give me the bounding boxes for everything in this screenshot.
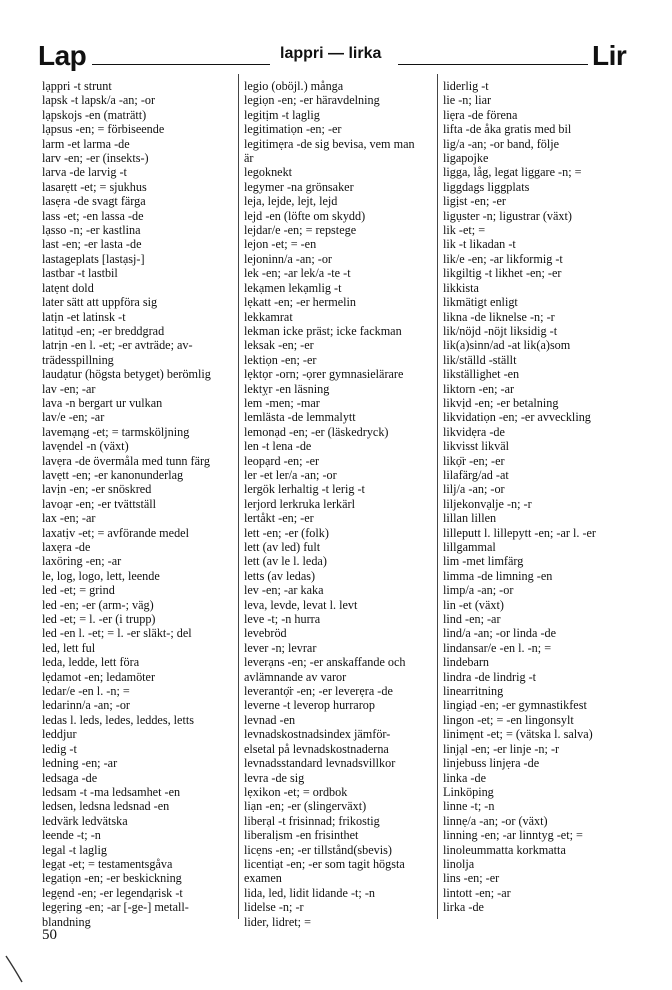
- dictionary-entry-line: lindebarn: [443, 655, 490, 670]
- dictionary-entry-line: linne -t; -n: [443, 799, 495, 814]
- dictionary-entry-line: ledvärk ledvätska: [42, 813, 128, 828]
- pen-mark: [0, 950, 40, 990]
- dictionary-entry-line: lẹkatt -en; -er hermelin: [244, 295, 357, 310]
- dictionary-entry-line: levnadsstandard levnadsvillkor: [244, 756, 396, 771]
- dictionary-entry-line: likställighet -en: [443, 367, 520, 382]
- dictionary-entry-line: likvịd -en; -er betalning: [443, 395, 559, 410]
- dictionary-entry-line: levra -de sig: [244, 770, 305, 785]
- header-rule-left: [92, 64, 270, 65]
- dictionary-entry-line: lind -en; -ar: [443, 612, 501, 627]
- dictionary-entry-line: lavoạr -en; -er tvättställ: [42, 496, 157, 511]
- dictionary-entry-line: latẹnt dold: [42, 280, 94, 295]
- dictionary-entry-line: lim -met limfärg: [443, 554, 524, 569]
- dictionary-entry-line: licẹns -en; -er tillstånd(sbevis): [244, 842, 392, 857]
- dictionary-entry-line: legạt -et; = testamentsgåva: [42, 856, 173, 871]
- dictionary-entry-line: letts (av ledas): [244, 568, 316, 583]
- dictionary-entry-line: leverne -t leverop hurrarop: [244, 698, 375, 713]
- dictionary-entry-line: lerjord lerkruka lerkärl: [244, 496, 355, 511]
- dictionary-entry-line: lejon -et; = -en: [244, 237, 317, 252]
- dictionary-entry-line: legitimẹra -de sig bevisa, vem man: [244, 136, 415, 151]
- column-divider: [437, 74, 438, 919]
- dictionary-entry-line: likna -de liknelse -n; -r: [443, 309, 555, 324]
- dictionary-entry-line: lindansar/e -en l. -n; =: [443, 640, 552, 655]
- dictionary-entry-line: lavemạng -et; = tarmsköljning: [42, 424, 190, 439]
- dictionary-entry-line: likọ̈r -en; -er: [443, 453, 505, 468]
- header-last-guide-word: Lir: [592, 40, 627, 71]
- dictionary-entry-line: led -en l. -et; = l. -er släkt-; del: [42, 626, 192, 641]
- dictionary-entry-line: limp/a -an; -or: [443, 583, 514, 598]
- dictionary-entry-line: legoknekt: [244, 165, 293, 180]
- dictionary-entry-line: lax -en; -ar: [42, 511, 96, 526]
- dictionary-entry-line: lind/a -an; -or linda -de: [443, 626, 557, 641]
- dictionary-entry-line: larv -en; -er (insekts-): [42, 151, 149, 166]
- dictionary-entry-line: lava -n bergart ur vulkan: [42, 395, 163, 410]
- dictionary-entry-line: linearritning: [443, 684, 504, 699]
- dictionary-entry-line: lik -t likadan -t: [443, 237, 516, 252]
- dictionary-entry-line: leverạns -en; -er anskaffande och: [244, 655, 406, 670]
- dictionary-entry-line: lintott -en; -ar: [443, 885, 511, 900]
- dictionary-entry-line: led -en; -er (arm-; väg): [42, 597, 154, 612]
- dictionary-entry-line: laudạtur (högsta betyget) berömlig: [42, 367, 211, 382]
- dictionary-entry-line: lass -et; -en lassa -de: [42, 208, 144, 223]
- dictionary-entry-line: lekạmen lekạmlig -t: [244, 280, 342, 295]
- dictionary-entry-line: lek -en; -ar lek/a -te -t: [244, 266, 351, 281]
- dictionary-entry-line: lạsso -n; -er kastlina: [42, 223, 141, 238]
- dictionary-entry-line: trädesspillning: [42, 352, 114, 367]
- dictionary-entry-line: legitịm -t laglig: [244, 107, 320, 122]
- dictionary-entry-line: lekkamrat: [244, 309, 293, 324]
- dictionary-entry-line: legẹring -en; -ar [-ge-] metall-: [42, 900, 189, 915]
- header-title: lappri — lirka: [280, 45, 382, 62]
- dictionary-entry-line: latịn -et latinsk -t: [42, 309, 126, 324]
- dictionary-entry-line: lik/e -en; -ar likformig -t: [443, 251, 563, 266]
- dictionary-entry-line: legiọn -en; -er häravdelning: [244, 93, 380, 108]
- dictionary-entry-line: legatiọn -en; -er beskickning: [42, 871, 182, 886]
- dictionary-entry-line: examen: [244, 871, 282, 886]
- dictionary-entry-line: lavẹndel -n (växt): [42, 439, 129, 454]
- dictionary-entry-line: lingiạd -en; -er gymnastikfest: [443, 698, 587, 713]
- dictionary-entry-line: ledsen, ledsna ledsnad -en: [42, 799, 170, 814]
- dictionary-entry-line: linnẹ/a -an; -or (växt): [443, 813, 548, 828]
- dictionary-entry-line: lins -en; -er: [443, 871, 500, 886]
- dictionary-entry-line: likmätigt enligt: [443, 295, 518, 310]
- dictionary-entry-line: likkista: [443, 280, 479, 295]
- dictionary-entry-line: laxẹra -de: [42, 540, 91, 554]
- dictionary-entry-line: leddjur: [42, 727, 77, 742]
- dictionary-entry-line: laxöring -en; -ar: [42, 554, 122, 569]
- dictionary-entry-line: liạn -en; -er (slingerväxt): [244, 799, 367, 814]
- dictionary-entry-line: latitụd -en; -er breddgrad: [42, 323, 165, 338]
- dictionary-entry-line: lavẹra -de övermåla med tunn färg: [42, 453, 210, 468]
- dictionary-entry-line: lin -et (växt): [443, 597, 504, 612]
- dictionary-entry-line: lik(a)sinn/ad -at lik(a)som: [443, 338, 571, 353]
- dictionary-entry-line: lillgammal: [443, 540, 496, 554]
- dictionary-entry-line: ledig -t: [42, 741, 77, 756]
- dictionary-entry-line: lemlästa -de lemmalytt: [244, 410, 356, 425]
- dictionary-entry-line: likvidatiọn -en; -er avveckling: [443, 410, 591, 425]
- dictionary-entry-line: lavẹtt -en; -er kanonunderlag: [42, 467, 184, 482]
- dictionary-entry-line: leda, ledde, lett föra: [42, 655, 140, 670]
- dictionary-entry-line: lạppri -t strunt: [42, 79, 112, 93]
- column-2: [244, 79, 434, 929]
- dictionary-entry-line: linjebuss linjẹra -de: [443, 756, 540, 771]
- dictionary-entry-line: lida, led, lidit lidande -t; -n: [244, 885, 375, 900]
- dictionary-entry-line: leende -t; -n: [42, 828, 101, 843]
- dictionary-entry-line: latrịn -en l. -et; -er avträde; av-: [42, 338, 193, 353]
- dictionary-entry-line: lav/e -en; -ar: [42, 410, 105, 425]
- column-1: [42, 79, 232, 929]
- dictionary-entry-line: ledas l. leds, ledes, leddes, letts: [42, 712, 194, 727]
- dictionary-entry-line: lilafärg/ad -at: [443, 467, 509, 482]
- dictionary-entry-line: leopạrd -en; -er: [244, 453, 320, 468]
- dictionary-entry-line: lett (av led) fult: [244, 540, 321, 554]
- dictionary-entry-line: lavịn -en; -er snöskred: [42, 482, 152, 497]
- column-divider: [238, 74, 239, 919]
- dictionary-entry-line: avlämnande av varor: [244, 669, 347, 684]
- dictionary-entry-line: lider, lidret; =: [244, 914, 311, 929]
- dictionary-entry-line: blandning: [42, 914, 91, 929]
- dictionary-entry-line: lik -et; =: [443, 223, 486, 238]
- dictionary-entry-line: ligụster -n; ligustrar (växt): [443, 208, 572, 223]
- dictionary-entry-line: lett -en; -er (folk): [244, 525, 329, 540]
- dictionary-entry-line: lapsk -t lapsk/a -an; -or: [42, 93, 156, 108]
- dictionary-entry-line: lektỵr -en läsning: [244, 381, 330, 396]
- dictionary-entry-line: led, lett ful: [42, 640, 96, 655]
- dictionary-entry-line: lẹxikon -et; = ordbok: [244, 784, 348, 799]
- dictionary-entry-line: lett (av le l. leda): [244, 554, 327, 569]
- dictionary-entry-line: liggdags liggplats: [443, 179, 530, 194]
- dictionary-entry-line: Linköping: [443, 784, 494, 799]
- header-rule-right: [398, 64, 588, 65]
- dictionary-entry-line: liderlig -t: [443, 79, 489, 93]
- dictionary-entry-line: len -t lena -de: [244, 439, 312, 454]
- dictionary-entry-line: lav -en; -ar: [42, 381, 96, 396]
- dictionary-entry-line: likgiltig -t likhet -en; -er: [443, 266, 562, 281]
- dictionary-entry-line: lạpskojs -en (maträtt): [42, 107, 147, 122]
- dictionary-entry-line: leve -t; -n hurra: [244, 612, 321, 627]
- dictionary-entry-line: lejoninn/a -an; -or: [244, 251, 332, 266]
- dictionary-entry-line: legal -t laglig: [42, 842, 107, 857]
- dictionary-entry-line: legymer -na grönsaker: [244, 179, 354, 194]
- header-first-guide-word: Lap: [38, 40, 87, 71]
- dictionary-entry-line: lejdar/e -en; = repstege: [244, 223, 357, 238]
- dictionary-entry-line: lẹktọr -orn; -ọrer gymnasielärare: [244, 367, 404, 382]
- dictionary-entry-line: ligapojke: [443, 151, 489, 166]
- dictionary-entry-line: ledarinn/a -an; -or: [42, 698, 130, 713]
- dictionary-entry-line: lilleputt l. lillepytt -en; -ar l. -er: [443, 525, 596, 540]
- dictionary-entry-line: leksak -en; -er: [244, 338, 314, 353]
- dictionary-entry-line: last -en; -er lasta -de: [42, 237, 142, 252]
- dictionary-entry-line: lastageplats [lastạsj-]: [42, 251, 145, 266]
- dictionary-entry-line: lindra -de lindrig -t: [443, 669, 537, 684]
- dictionary-entry-line: lig/a -an; -or band, följe: [443, 136, 560, 151]
- dictionary-entry-line: led -et; = grind: [42, 583, 115, 598]
- dictionary-entry-line: ledning -en; -ar: [42, 756, 118, 771]
- dictionary-entry-line: ler -et ler/a -an; -or: [244, 467, 337, 482]
- dictionary-entry-line: lifta -de åka gratis med bil: [443, 122, 572, 137]
- dictionary-entry-line: ligịst -en; -er: [443, 194, 506, 209]
- dictionary-entry-line: ledsam -t -ma ledsamhet -en: [42, 784, 181, 799]
- dictionary-entry-line: lasarẹtt -et; = sjukhus: [42, 179, 147, 194]
- dictionary-entry-line: lev -en; -ar kaka: [244, 583, 324, 598]
- dictionary-entry-line: liljekonvạlje -n; -r: [443, 496, 532, 511]
- dictionary-entry-line: levnadskostnadsindex jämför-: [244, 727, 391, 742]
- dictionary-entry-line: liberạl -t frisinnad; frikostig: [244, 813, 380, 828]
- dictionary-entry-line: lasẹra -de svagt färga: [42, 194, 146, 209]
- dictionary-entry-line: lidelse -n; -r: [244, 900, 304, 915]
- dictionary-entry-line: leverantọ̈r -en; -er leverẹra -de: [244, 684, 393, 699]
- dictionary-entry-line: lastbar -t lastbil: [42, 266, 118, 281]
- dictionary-entry-line: lem -men; -mar: [244, 395, 320, 410]
- dictionary-entry-line: liktorn -en; -ar: [443, 381, 515, 396]
- dictionary-entry-line: lemonạd -en; -er (läskedryck): [244, 424, 389, 439]
- dictionary-entry-line: le, log, logo, lett, leende: [42, 568, 160, 583]
- dictionary-entry-line: linimẹnt -et; = (vätska l. salva): [443, 727, 593, 742]
- dictionary-entry-line: leja, lejde, lejt, lejd: [244, 194, 338, 209]
- dictionary-entry-line: levnad -en: [244, 712, 296, 727]
- dictionary-entry-line: linolja: [443, 856, 475, 871]
- dictionary-entry-line: ligga, låg, legat liggare -n; =: [443, 165, 582, 180]
- dictionary-entry-line: later sätt att uppföra sig: [42, 295, 158, 310]
- dictionary-entry-line: likvisst likväl: [443, 439, 510, 454]
- dictionary-entry-line: larva -de larvig -t: [42, 165, 127, 180]
- dictionary-entry-line: levebröd: [244, 626, 287, 641]
- dictionary-entry-line: led -et; = l. -er (i trupp): [42, 612, 156, 627]
- dictionary-entry-line: lirka -de: [443, 900, 484, 915]
- dictionary-entry-line: lektiọn -en; -er: [244, 352, 317, 367]
- dictionary-entry-line: lergök lerhaltig -t lerig -t: [244, 482, 365, 497]
- dictionary-entry-line: licentiạt -en; -er som tagit högsta: [244, 856, 405, 871]
- dictionary-entry-line: lillan lillen: [443, 511, 497, 526]
- dictionary-entry-line: ledsaga -de: [42, 770, 98, 785]
- dictionary-entry-line: liẹra -de förena: [443, 107, 518, 122]
- dictionary-entry-line: linoleummatta korkmatta: [443, 842, 566, 857]
- dictionary-entry-line: laxatịv -et; = avförande medel: [42, 525, 189, 540]
- dictionary-entry-line: lertåkt -en; -er: [244, 511, 314, 526]
- dictionary-entry-line: linjạl -en; -er linje -n; -r: [443, 741, 560, 756]
- dictionary-entry-line: lik/nöjd -nöjt liksidig -t: [443, 323, 558, 338]
- dictionary-entry-line: legẹnd -en; -er legendạrisk -t: [42, 885, 183, 900]
- dictionary-entry-line: ledar/e -en l. -n; =: [42, 684, 130, 699]
- dictionary-entry-line: är: [244, 151, 254, 166]
- dictionary-entry-line: linning -en; -ar linntyg -et; =: [443, 828, 583, 843]
- dictionary-entry-line: legio (oböjl.) många: [244, 79, 344, 93]
- dictionary-entry-line: lie -n; liar: [443, 93, 492, 108]
- dictionary-entry-line: lingon -et; = -en lingonsylt: [443, 712, 574, 727]
- dictionary-entry-line: linka -de: [443, 770, 486, 785]
- column-3: [443, 79, 637, 915]
- dictionary-entry-line: legitimatiọn -en; -er: [244, 122, 342, 137]
- dictionary-entry-line: leva, levde, levat l. levt: [244, 597, 358, 612]
- dictionary-entry-line: lẹdamot -en; ledamöter: [42, 669, 156, 684]
- dictionary-entry-line: liberalịsm -en frisinthet: [244, 828, 359, 843]
- dictionary-entry-line: larm -et larma -de: [42, 136, 130, 151]
- dictionary-entry-line: limma -de limning -en: [443, 568, 553, 583]
- dictionary-entry-line: lik/ställd -ställt: [443, 352, 517, 367]
- dictionary-entry-line: lilj/a -an; -or: [443, 482, 505, 497]
- dictionary-entry-line: elsetal på levnadskostnaderna: [244, 741, 389, 756]
- page-number: 50: [42, 927, 57, 943]
- dictionary-entry-line: lạpsus -en; = förbiseende: [42, 122, 165, 137]
- dictionary-entry-line: lever -n; levrar: [244, 640, 317, 655]
- dictionary-entry-line: lejd -en (löfte om skydd): [244, 208, 366, 223]
- dictionary-entry-line: likvidẹra -de: [443, 424, 505, 439]
- dictionary-entry-line: lekman icke präst; icke fackman: [244, 323, 402, 338]
